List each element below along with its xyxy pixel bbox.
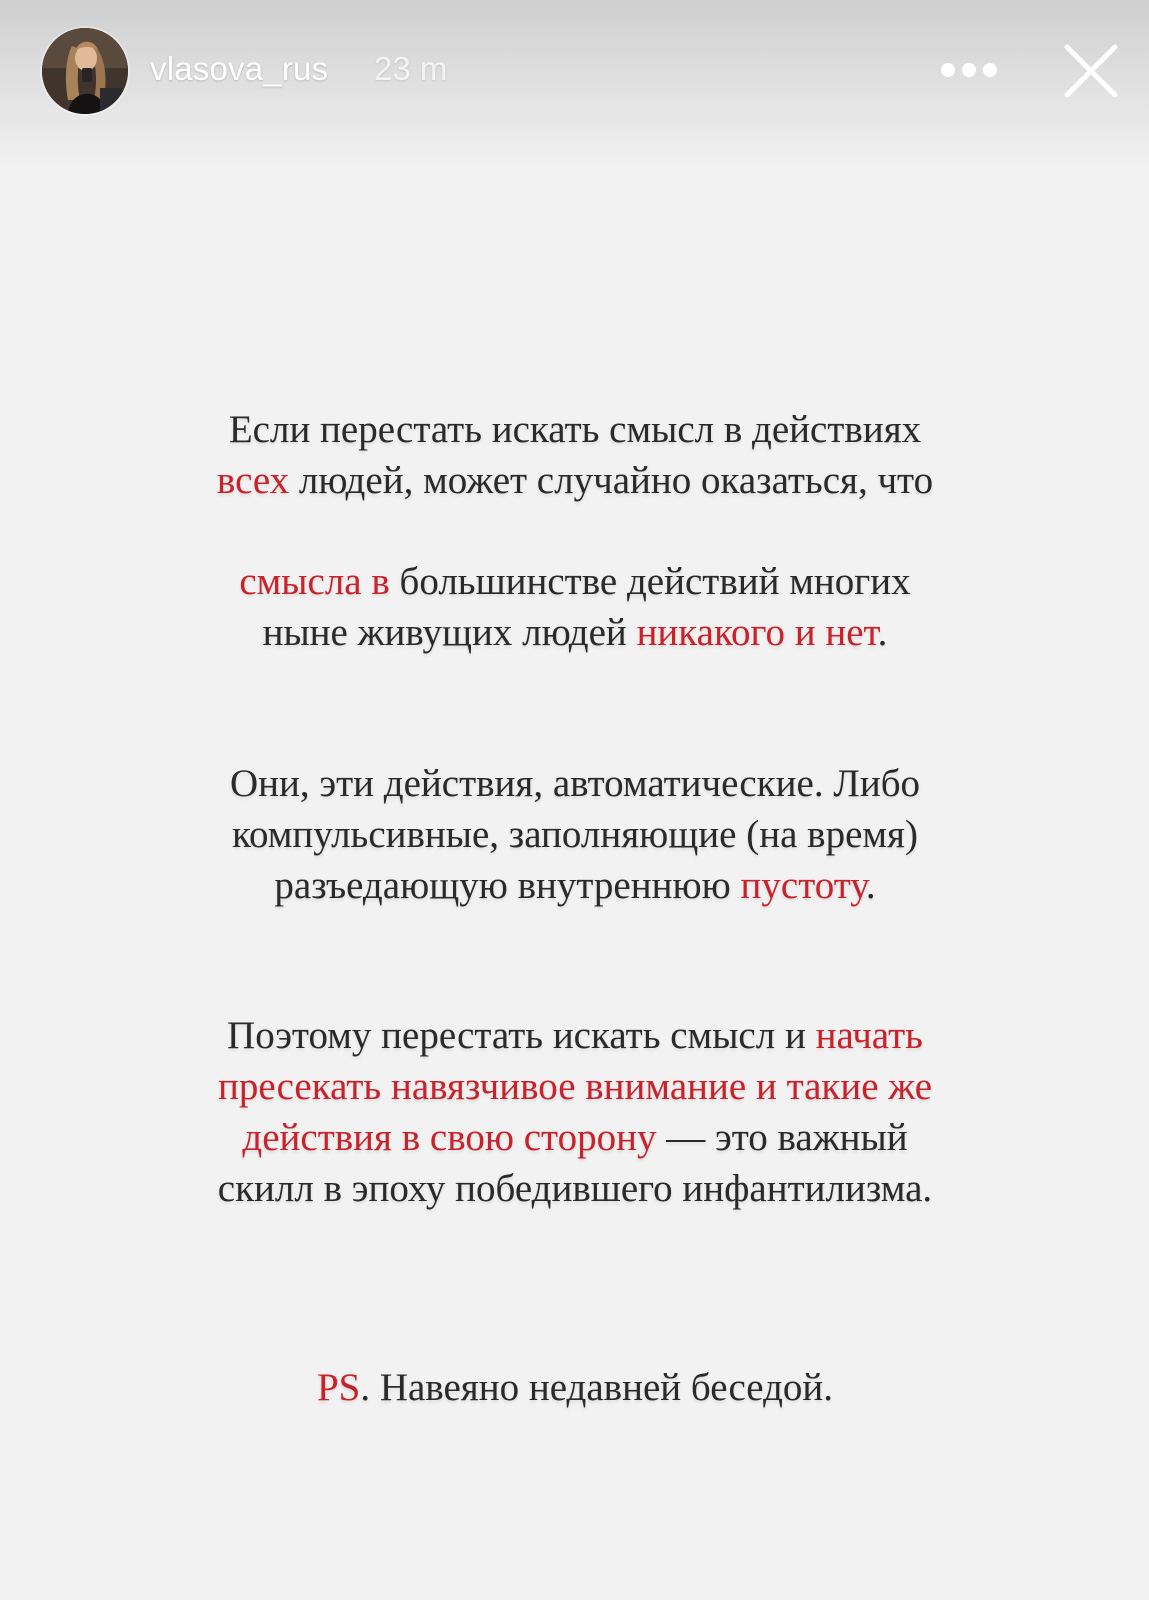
text-span: разъедающую внутреннюю <box>274 864 741 907</box>
username[interactable]: vlasova_rus <box>150 50 329 87</box>
text-line <box>100 1163 1050 1214</box>
avatar[interactable] <box>42 28 128 114</box>
text-line <box>100 556 1050 607</box>
text-line <box>100 1362 1050 1413</box>
highlight-span: начать <box>815 1014 923 1057</box>
text-span: . Навеяно недавней беседой. <box>360 1366 834 1409</box>
text-line <box>100 1112 1050 1163</box>
text-line <box>100 455 1050 506</box>
highlight-span: смысла в <box>239 560 390 603</box>
highlight-span: действия в свою сторону <box>242 1116 657 1159</box>
text-span: Они, эти действия, автоматические. Либо <box>229 762 921 805</box>
close-icon <box>1063 43 1119 99</box>
text-line <box>100 1061 1050 1112</box>
post-time: 23 m <box>374 50 448 87</box>
more-horizontal-icon <box>938 50 1008 90</box>
text-span: Если перестать искать смысл в действиях <box>228 408 922 451</box>
text-line <box>100 607 1050 658</box>
text-span: ныне живущих людей <box>262 611 637 654</box>
text-span: . <box>865 864 876 907</box>
text-span: скилл в эпоху победившего инфантилизма. <box>217 1167 933 1210</box>
close-button[interactable] <box>1063 43 1119 99</box>
highlight-span: всех <box>216 459 290 502</box>
text-span: — это важный <box>656 1116 908 1159</box>
highlight-span: PS <box>316 1366 361 1409</box>
text-span: людей, может случайно оказаться, что <box>289 459 934 502</box>
text-line <box>100 1010 1050 1061</box>
text-line <box>100 860 1050 911</box>
highlight-span: пустоту <box>740 864 866 907</box>
text-line <box>100 404 1050 455</box>
text-span: . <box>877 611 888 654</box>
text-span: компульсивные, заполняющие (на время) <box>232 813 918 856</box>
more-options-button[interactable] <box>938 50 1008 90</box>
text-line <box>100 758 1050 809</box>
text-line <box>100 809 1050 860</box>
highlight-span: никакого и нет <box>636 611 878 654</box>
text-span: Поэтому перестать искать смысл и <box>227 1014 816 1057</box>
highlight-span: пресекать навязчивое внимание и такие же <box>217 1065 933 1108</box>
text-span: большинстве действий многих <box>389 560 911 603</box>
story-header <box>0 0 1149 150</box>
avatar-photo <box>42 28 128 114</box>
